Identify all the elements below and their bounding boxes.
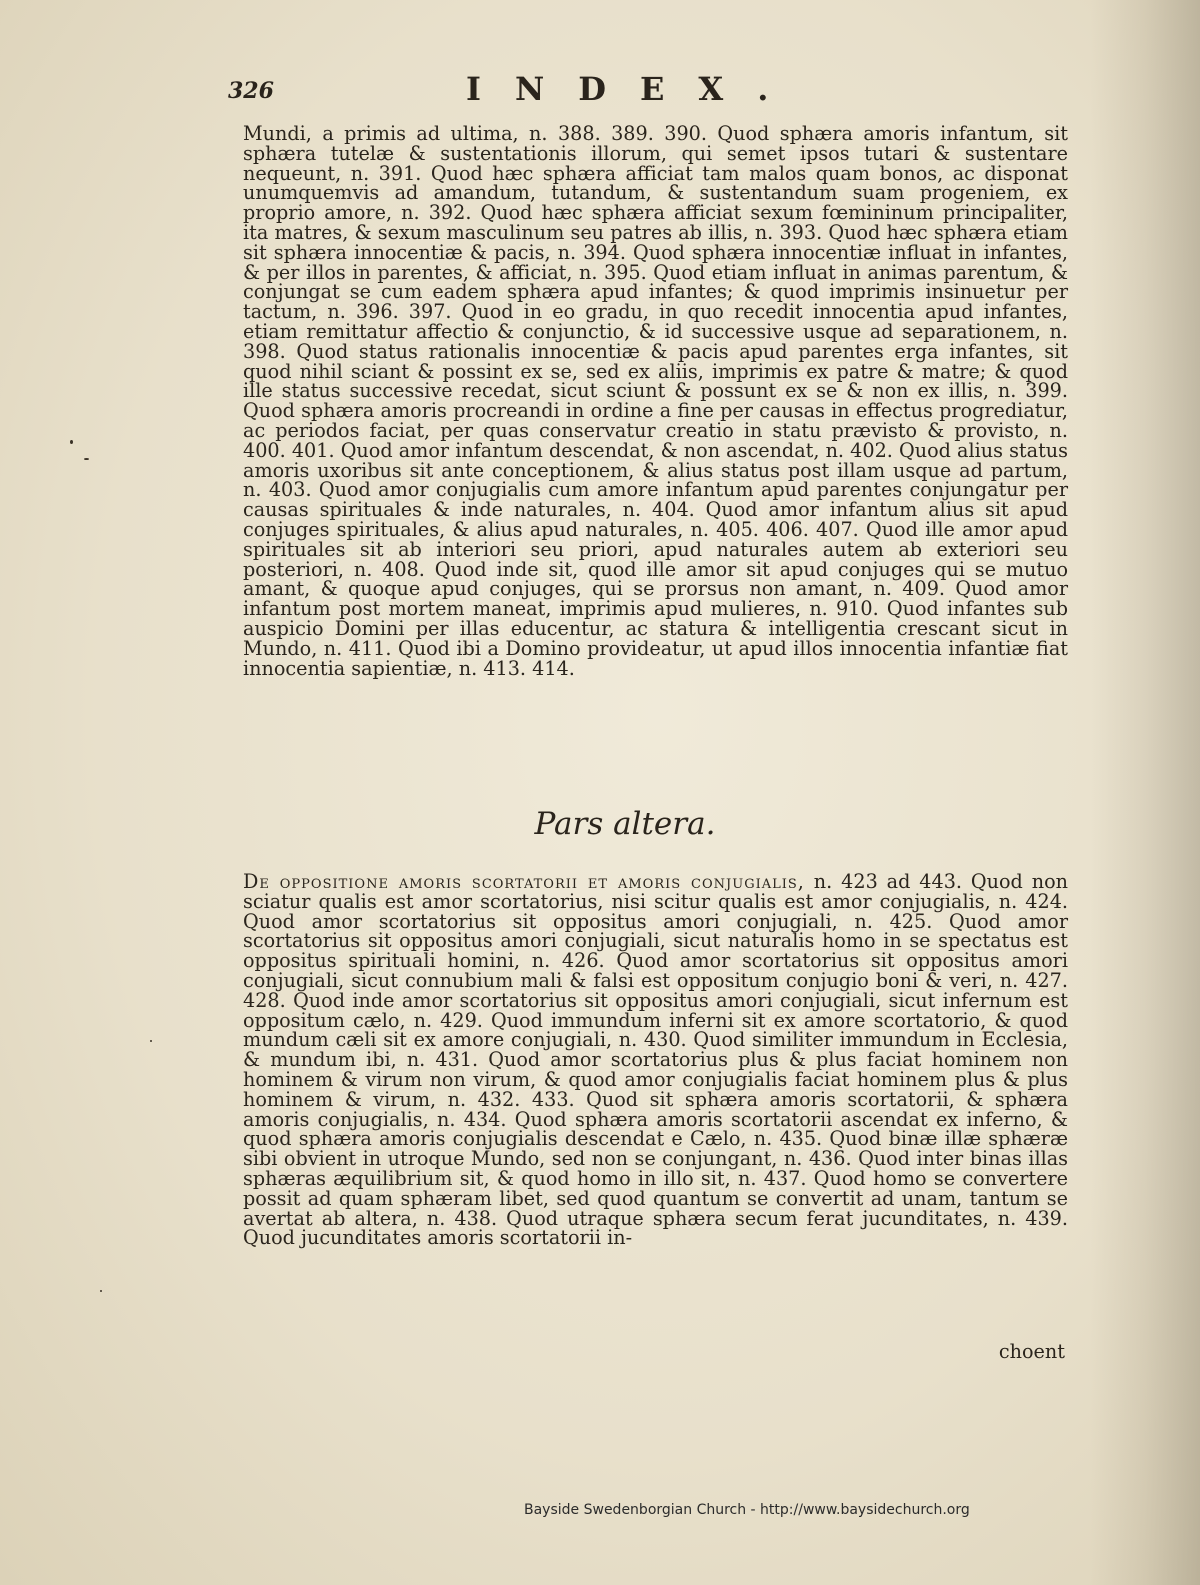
ink-speck (100, 1290, 102, 1292)
index-entries-part-one (243, 124, 1068, 678)
page-edge-shadow (1090, 0, 1200, 1585)
index-paragraph-text: Quod non sciatur qualis est amor scortatorius, nisi scitur qualis est amor conjugialis, n. 424. Quod amor scortatorius sit oppositus amori conjugiali, n. 425. Quod amor scortatorius sit oppositus amori conjugiali, sicut naturalis homo in se spectatus est oppositus spirituali homini, n. 426. Quod amor scortatorius sit oppositus amori conjugiali, sicut connubium mali & falsi est oppositum conjugio boni & veri, n. 427. 428. Quod inde amor scortatorius sit oppositus amori conjugiali, sicut infernum est oppositum cælo, n. 429. Quod immundum inferni sit ex amore scortatorio, & quod mundum cæli sit ex amore conjugiali, n. 430. Quod similiter immundum in Ecclesia, & mundum ibi, n. 431. Quod amor scortatorius plus & plus faciat hominem non hominem & virum non virum, & quod amor conjugialis faciat hominem plus & plus hominem & virum, n. 432. 433. Quod sit sphæra amoris scortatorii, & sphæra amoris conjugialis, n. 434. Quod sphæra amoris scortatorii ascendat ex inferno, & quod sphæra amoris conjugialis descendat e Cælo, n. 435. Quod binæ illæ sphæræ sibi obvient in utroque Mundo, sed non se conjungant, n. 436. Quod inter binas illas sphæras æquilibrium sit, & quod homo in illo sit, n. 437. Quod homo se convertere possit ad quam sphæram libet, sed quod quantum se convertit ad unam, tantum se avertat ab altera, n. 438. Quod utraque sphæra secum ferat jucunditates, n. 439. Quod jucunditates amoris scortatorii in- (243, 870, 1069, 1250)
section-heading: De oppositione amoris scortatorii et amoris conjugialis, (243, 870, 805, 893)
index-paragraph: Mundi, a primis ad ultima, n. 388. 389. 390. Quod sphæra amoris infantum, sit sphæra tutelæ & sustentationis illorum, qui semet ipsos tutari & sustentare nequeunt, n. 391. Quod hæc sphæra afficiat tam malos quam bonos, ac disponat unumquemvis ad amandum, tutandum, & sustentandum suam progeniem, ex proprio amore, n. 392. Quod hæc sphæra afficiat sexum fœmininum principaliter, ita matres, & sexum masculinum seu patres ab illis, n. 393. Quod hæc sphæra etiam sit sphæra innocentiæ & pacis, n. 394. Quod sphæra innocentiæ influat in infantes, & per illos in parentes, & afficiat, n. 395. Quod etiam influat in animas parentum, & conjungat se cum eadem sphæra apud infantes; & quod imprimis insinuetur per tactum, n. 396. 397. Quod in eo gradu, in quo recedit innocentia apud infantes, etiam remittatur affectio & conjunctio, & id successive usque ad separationem, n. 398. Quod status rationalis innocentiæ & pacis apud parentes erga infantes, sit quod nihil sciant & possint ex se, sed ex aliis, imprimis ex patre & matre; & quod ille status successive recedat, sicut sciunt & possunt ex se & non ex illis, n. 399. Quod sphæra amoris procreandi in ordine a fine per causas in effectus progrediatur, ac periodos faciat, per quas conservatur creatio in statu prævisto & provisto, n. 400. 401. Quod amor infantum descendat, & non ascendat, n. 402. Quod alius status amoris uxoribus sit ante conceptionem, & alius status post illam usque ad partum, n. 403. Quod amor conjugialis cum amore infantum apud parentes conjungatur per causas spirituales & inde naturales, n. 404. Quod amor infantum alius sit apud conjuges spirituales, & alius apud naturales, n. 405. 406. 407. Quod ille amor apud spirituales sit ab interiori seu priori, apud naturales autem ab exteriori seu posteriori, n. 408. Quod inde sit, quod ille amor sit apud conjuges qui se mutuo amant, & quoque apud conjuges, qui se prorsus non amant, n. 409. Quod amor infantum post mortem maneat, imprimis apud mulieres, n. 910. Quod infantes sub auspicio Domini per illas educentur, ac statura & intelligentia crescant sicut in Mundo, n. 411. Quod ibi a Domino provideatur, ut apud illos innocentia infantiæ fiat innocentia sapientiæ, n. 413. 414. (243, 122, 1068, 680)
watermark-credit: Bayside Swedenborgian Church - http://www.baysidechurch.org (524, 1502, 970, 1518)
page-header (228, 70, 828, 110)
ink-speck (84, 458, 89, 460)
running-head: INDEX. (466, 70, 803, 108)
section-title: Pars altera. (534, 806, 716, 842)
section-heading-reference: n. 423 ad 443. (813, 870, 963, 893)
index-entries-part-two (243, 872, 1068, 1248)
ink-speck (150, 1040, 152, 1042)
catchword: choent (998, 1340, 1065, 1363)
page-number: 326 (228, 78, 274, 104)
ink-speck (70, 440, 73, 444)
index-paragraph (243, 872, 1068, 1248)
